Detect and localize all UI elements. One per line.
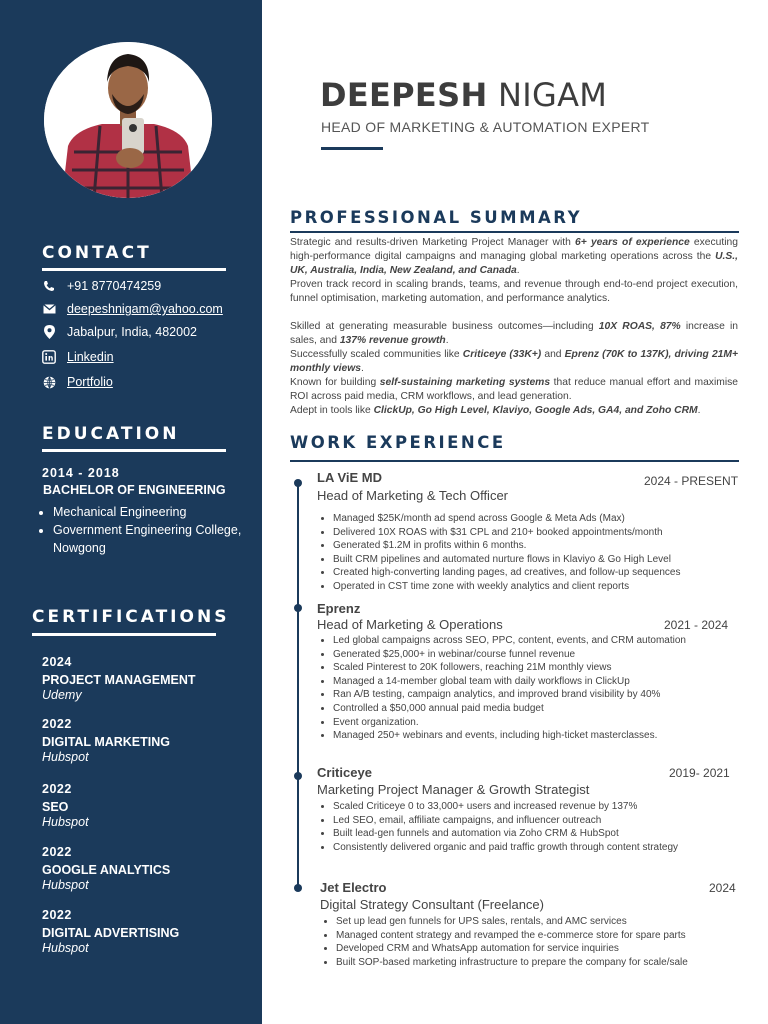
job-company: Eprenz <box>317 601 361 616</box>
certification-item <box>42 655 195 702</box>
certification-name: GOOGLE ANALYTICS <box>42 863 171 877</box>
certification-item <box>42 908 179 955</box>
certification-year: 2022 <box>42 845 72 859</box>
certification-provider: Hubspot <box>42 750 89 764</box>
certification-provider: Hubspot <box>42 878 89 892</box>
job-company: Jet Electro <box>320 880 387 895</box>
job-title: HEAD OF MARKETING & AUTOMATION EXPERT <box>321 119 650 135</box>
timeline-dot <box>294 884 302 892</box>
contact-email[interactable] <box>42 302 223 316</box>
job-bullet: • Managed a 14-member global team with daily workflows in ClickUp <box>333 675 739 689</box>
job-bullet: • Controlled a $50,000 annual paid media budget <box>333 702 739 716</box>
sidebar <box>0 0 262 1024</box>
email-link[interactable]: deepeshnigam@yahoo.com <box>67 302 223 316</box>
job-entry <box>317 470 739 594</box>
summary-paragraph: Strategic and results-driven Marketing Project Manager with 6+ years of experience executing high-performance digital campaigns and managing global marketing operations across the U.S., UK, Australia, India, New Zealand, and Canada. <box>290 237 738 276</box>
job-bullet: • Generated $1.2M in profits within 6 months. <box>333 539 739 553</box>
job-role: Digital Strategy Consultant (Freelance) <box>320 897 544 912</box>
experience-heading: WORK EXPERIENCE <box>290 433 506 452</box>
title-underline <box>321 147 383 150</box>
certification-provider: Hubspot <box>42 815 89 829</box>
job-entry <box>317 601 739 743</box>
job-bullet: • Ran A/B testing, campaign analytics, and improved brand visibility by 40% <box>333 688 739 702</box>
contact-heading: CONTACT <box>42 243 152 263</box>
certification-item <box>42 782 89 829</box>
contact-portfolio[interactable] <box>42 375 113 389</box>
portfolio-link[interactable]: Portfolio <box>67 375 113 389</box>
linkedin-icon <box>42 350 56 364</box>
certification-provider: Udemy <box>42 688 82 702</box>
certification-name: DIGITAL MARKETING <box>42 735 171 749</box>
certification-name: PROJECT MANAGEMENT <box>42 673 196 687</box>
phone-text: +91 8770474259 <box>67 279 162 293</box>
education-item: • Government Engineering College, Nowgong <box>53 521 253 557</box>
job-role: Head of Marketing & Tech Officer <box>317 488 509 503</box>
job-bullet: • Managed $25K/month ad spend across Google & Meta Ads (Max) <box>333 512 739 526</box>
summary-paragraph: Known for building self-sustaining marketing systems that reduce manual effort and maximise ROI across paid media, CRM workflows, and lead generation. <box>290 377 738 402</box>
job-dates: 2021 - 2024 <box>664 618 729 632</box>
contact-location <box>42 325 197 339</box>
linkedin-link[interactable]: Linkedin <box>67 350 114 364</box>
job-bullet: • Led SEO, email, affiliate campaigns, and influencer outreach <box>333 814 739 828</box>
job-bullet: • Generated $25,000+ in webinar/course funnel revenue <box>333 648 739 662</box>
job-bullet: • Operated in CST time zone with weekly analytics and client reports <box>333 580 739 594</box>
job-bullet: • Developed CRM and WhatsApp automation for service inquiries <box>336 942 740 956</box>
job-bullet: • Led global campaigns across SEO, PPC, content, events, and CRM automation <box>333 634 739 648</box>
job-bullet: • Event organization. <box>333 716 739 730</box>
job-bullet: • Consistently delivered organic and paid traffic growth through content strategy <box>333 841 739 855</box>
timeline-dot <box>294 604 302 612</box>
job-entry <box>320 880 740 969</box>
job-bullet: • Managed content strategy and revamped the e-commerce store for spare parts <box>336 929 740 943</box>
certification-year: 2022 <box>42 717 72 731</box>
certification-year: 2022 <box>42 782 72 796</box>
job-bullet: • Scaled Pinterest to 20K followers, reaching 21M monthly views <box>333 661 739 675</box>
education-list <box>38 503 253 557</box>
contact-linkedin[interactable] <box>42 350 114 364</box>
timeline-dot <box>294 479 302 487</box>
education-heading: EDUCATION <box>42 424 180 444</box>
summary-paragraph: Adept in tools like ClickUp, Go High Level, Klaviyo, Google Ads, GA4, and Zoho CRM. <box>290 405 701 416</box>
job-bullets <box>317 800 739 854</box>
summary-divider <box>290 231 739 233</box>
summary-paragraph: Skilled at generating measurable business outcomes—including 10X ROAS, 87% increase in sales, and 137% revenue growth. <box>290 321 739 346</box>
location-text: Jabalpur, India, 482002 <box>67 325 197 339</box>
globe-icon <box>42 375 56 389</box>
education-years: 2014 - 2018 <box>42 466 120 480</box>
job-bullet: • Delivered 10X ROAS with $31 CPL and 210+ booked appointments/month <box>333 526 739 540</box>
contact-divider <box>42 268 226 271</box>
job-role: Head of Marketing & Operations <box>317 617 503 632</box>
email-icon <box>42 302 56 316</box>
job-dates: 2024 <box>709 881 736 895</box>
last-name: NIGAM <box>498 76 608 114</box>
contact-phone <box>42 279 161 293</box>
education-divider <box>42 449 226 452</box>
first-name: DEEPESH <box>320 76 488 114</box>
full-name <box>320 76 607 114</box>
experience-divider <box>290 460 739 462</box>
phone-icon <box>42 279 56 293</box>
certification-name: SEO <box>42 800 69 814</box>
certifications-heading: CERTIFICATIONS <box>32 607 230 627</box>
job-bullet: • Scaled Criticeye 0 to 33,000+ users and increased revenue by 137% <box>333 800 739 814</box>
job-company: LA ViE MD <box>317 470 383 485</box>
certification-year: 2024 <box>42 655 72 669</box>
certification-provider: Hubspot <box>42 941 89 955</box>
profile-photo <box>44 42 212 198</box>
certification-year: 2022 <box>42 908 72 922</box>
education-item: • Mechanical Engineering <box>53 503 253 521</box>
avatar <box>44 42 212 198</box>
job-bullet: • Managed 250+ webinars and events, including high-ticket masterclasses. <box>333 729 739 743</box>
certification-name: DIGITAL ADVERTISING <box>42 926 180 940</box>
certification-item <box>42 845 170 892</box>
job-role: Marketing Project Manager & Growth Strategist <box>317 782 590 797</box>
job-bullets <box>317 512 739 594</box>
summary-text <box>290 236 738 418</box>
summary-heading: PROFESSIONAL SUMMARY <box>290 208 583 227</box>
timeline-line <box>297 480 299 888</box>
location-icon <box>42 325 56 339</box>
job-bullet: • Set up lead gen funnels for UPS sales, rentals, and AMC services <box>336 915 740 929</box>
job-bullets <box>320 915 740 969</box>
job-bullet: • Created high-converting landing pages, ad creatives, and follow-up sequences <box>333 566 739 580</box>
job-dates: 2024 - PRESENT <box>644 474 739 488</box>
job-bullet: • Built lead-gen funnels and automation via Zoho CRM & HubSpot <box>333 827 739 841</box>
job-bullet: • Built SOP-based marketing infrastructure to prepare the company for scale/sale <box>336 956 740 970</box>
summary-paragraph: Proven track record in scaling brands, teams, and revenue through end-to-end project execution, funnel optimisation, marketing automation, and performance analytics. <box>290 279 738 304</box>
summary-paragraph: Successfully scaled communities like Criticeye (33K+) and Eprenz (70K to 137K), driving 21M+ monthly views. <box>290 349 739 374</box>
education-degree: BACHELOR OF ENGINEERING <box>43 483 226 497</box>
certification-item <box>42 717 170 764</box>
job-company: Criticeye <box>317 765 372 780</box>
job-bullets <box>317 634 739 743</box>
timeline-dot <box>294 772 302 780</box>
job-dates: 2019- 2021 <box>669 766 730 780</box>
certifications-divider <box>32 633 216 636</box>
job-bullet: • Built CRM pipelines and automated nurture flows in Klaviyo & Go High Level <box>333 553 739 567</box>
job-entry <box>317 765 739 854</box>
